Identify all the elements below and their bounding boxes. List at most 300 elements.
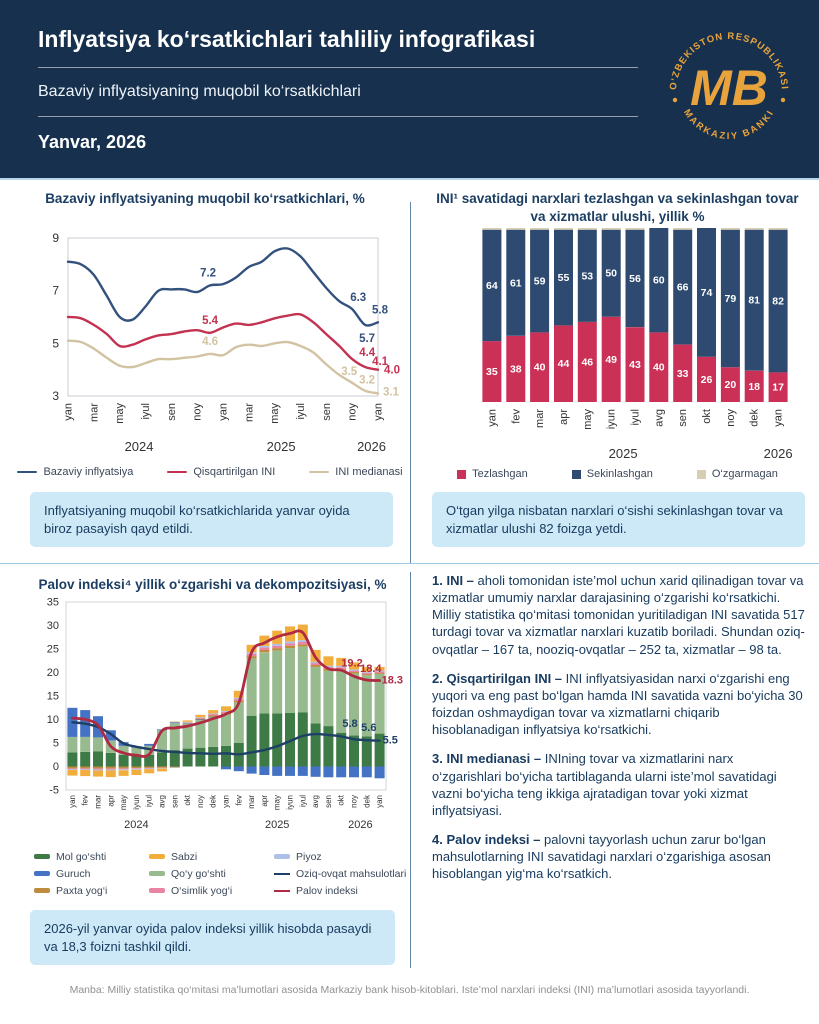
bar-segment — [157, 768, 167, 769]
svg-text:mar: mar — [88, 403, 101, 422]
legend-swatch-icon — [309, 471, 329, 474]
bar-segment — [183, 723, 193, 724]
legend-label: Paxta yog‘i — [56, 884, 108, 897]
data-label: 18.3 — [381, 674, 404, 687]
svg-text:53: 53 — [581, 270, 594, 283]
legend-label: Piyoz — [296, 850, 322, 863]
svg-text:may: may — [269, 403, 282, 424]
bar-segment — [119, 755, 129, 767]
bar-segment — [157, 767, 167, 768]
bar-segment — [183, 723, 193, 724]
legend-swatch-icon — [697, 470, 706, 479]
svg-text:-5: -5 — [49, 784, 59, 797]
bar-segment — [119, 769, 129, 770]
svg-text:mar: mar — [93, 795, 103, 809]
bar-segment — [93, 770, 103, 771]
svg-text:sen: sen — [320, 403, 333, 421]
svg-text:2026: 2026 — [357, 439, 387, 454]
bar-segment — [506, 228, 525, 230]
legend-palov — [34, 848, 407, 899]
svg-text:okt: okt — [701, 409, 714, 424]
bar-segment — [67, 767, 77, 769]
data-label: 5.5 — [382, 734, 398, 747]
bar-segment — [183, 722, 193, 723]
line-Qisqartirilgan INI — [68, 314, 378, 370]
svg-text:may: may — [119, 795, 129, 811]
bar-segment — [272, 713, 282, 766]
definition-lead: 3. INI medianasi – — [432, 751, 545, 767]
data-label: 19.2 — [341, 657, 363, 670]
svg-text:17: 17 — [772, 381, 784, 394]
header — [0, 0, 819, 180]
bar-segment — [298, 713, 308, 767]
bar-segment — [602, 228, 621, 230]
svg-text:82: 82 — [772, 295, 784, 308]
legend-swatch-icon — [34, 888, 50, 893]
svg-text:56: 56 — [629, 273, 641, 285]
bar-segment — [234, 767, 244, 772]
svg-text:apr: apr — [557, 409, 570, 425]
svg-text:noy: noy — [346, 403, 359, 421]
svg-text:35: 35 — [46, 596, 59, 609]
legend-item — [34, 851, 149, 863]
bar-segment — [131, 756, 141, 767]
bar-segment — [673, 228, 692, 230]
bar-segment — [298, 642, 308, 644]
bar-segment — [106, 769, 116, 770]
svg-text:yan: yan — [217, 403, 230, 421]
bar-segment — [578, 228, 597, 230]
bar-segment — [208, 713, 218, 714]
bar-segment — [247, 716, 257, 767]
svg-text:40: 40 — [652, 361, 665, 374]
header-divider-2 — [38, 116, 638, 117]
bar-segment — [157, 769, 167, 772]
note-shares: O‘tgan yilga nisbatan narxlari o‘sishi sekinlashgan tovar va xizmatlar ulushi 82 foizga yetdi. — [432, 492, 805, 547]
data-label: 7.2 — [200, 267, 217, 280]
legend-item — [149, 851, 274, 863]
bar-segment — [311, 665, 321, 667]
bar-segment — [195, 715, 205, 717]
definition-item — [432, 670, 805, 739]
bar-segment — [375, 767, 385, 779]
legend-swatch-icon — [457, 470, 466, 479]
definition-lead: 1. INI – — [432, 573, 478, 588]
bar-segment — [208, 747, 218, 767]
legend-swatch-icon — [274, 873, 290, 875]
legend-item — [274, 851, 404, 863]
bar-segment — [80, 769, 90, 770]
svg-text:sen: sen — [677, 409, 690, 427]
bar-segment — [298, 644, 308, 646]
legend-swatch-icon — [274, 890, 290, 892]
bar-segment — [221, 706, 231, 711]
bar-segment — [221, 715, 231, 746]
svg-text:iyun: iyun — [131, 795, 141, 810]
svg-text:35: 35 — [486, 366, 498, 379]
bar-segment — [106, 771, 116, 778]
line-Bazaviy inflyatsiya — [68, 248, 378, 325]
bar-segment — [272, 648, 282, 650]
data-label: 4.4 — [359, 347, 376, 360]
bar-segment — [626, 228, 645, 230]
svg-text:yan: yan — [221, 795, 231, 808]
legend-item — [34, 868, 149, 880]
svg-text:3: 3 — [52, 389, 59, 403]
data-label: 3.5 — [341, 365, 358, 378]
chart-title-palov: Palov indeksi⁴ yillik o‘zgarishi va dekompozitsiyasi, % — [38, 577, 387, 592]
bar-segment — [170, 722, 180, 723]
svg-text:2026: 2026 — [348, 819, 373, 831]
definition-item — [432, 831, 805, 882]
bar-segment — [131, 770, 141, 775]
legend-label: Sabzi — [171, 850, 198, 863]
definition-text: aholi tomonidan iste’mol uchun xarid qilinadigan tovar va xizmatlar umumiy narxlar darajasining o‘zgarishi ko‘rsatkichi. Milliy statistika qo‘mitasi tomonidan yuritiladigan INI savatida 517 turdagi tovar va xizmatlar narxlari kuzatib boriladi. Shundan oziq-ovqatlar – 167 ta, nooziq-ovqatlar – 252 ta, xizmatlar – 98 ta. — [432, 573, 805, 657]
horizontal-divider — [0, 563, 819, 564]
bar-segment — [93, 769, 103, 770]
svg-text:26: 26 — [700, 373, 713, 386]
bar-segment — [285, 767, 295, 776]
bar-segment — [208, 717, 218, 747]
bar-segment — [311, 767, 321, 777]
legend-swatch-icon — [167, 471, 187, 474]
bar-segment — [311, 667, 321, 723]
bar-segment — [106, 770, 116, 771]
svg-text:may: may — [581, 409, 594, 430]
legend-label: INI medianasi — [335, 466, 403, 478]
definition-item — [432, 750, 805, 819]
bar-segment — [144, 769, 154, 773]
svg-text:noy: noy — [724, 409, 737, 427]
svg-text:60: 60 — [652, 274, 665, 287]
svg-text:18: 18 — [748, 380, 761, 393]
svg-text:avg: avg — [157, 795, 167, 808]
legend-label: Mol go‘shti — [56, 850, 107, 863]
svg-text:mar: mar — [534, 409, 547, 428]
legend-label: Guruch — [56, 867, 91, 880]
svg-text:20: 20 — [46, 667, 59, 679]
bar-segment — [247, 767, 257, 774]
bar-segment — [93, 752, 103, 767]
svg-text:sen: sen — [165, 403, 178, 421]
svg-text:33: 33 — [676, 367, 689, 380]
bar-segment — [530, 228, 549, 230]
legend-label: Qo‘y go‘shti — [171, 867, 226, 880]
svg-text:may: may — [272, 795, 282, 811]
svg-text:yan: yan — [486, 409, 499, 427]
data-label: 5.8 — [342, 718, 358, 731]
legend-label: Qisqartirilgan INI — [193, 466, 276, 478]
bar-segment — [106, 767, 116, 769]
svg-text:okt: okt — [336, 795, 346, 806]
svg-text:apr: apr — [106, 795, 116, 807]
svg-text:fev: fev — [234, 795, 244, 806]
palov-index-chart — [30, 596, 404, 843]
bar-segment — [93, 767, 103, 769]
definition-item — [432, 572, 805, 658]
bar-segment — [349, 669, 359, 670]
svg-text:iyul: iyul — [629, 409, 642, 426]
svg-text:dek: dek — [208, 795, 218, 808]
bar-segment — [482, 228, 501, 230]
page-subtitle: Bazaviy inflyatsiyaning muqobil ko‘rsatkichlari — [38, 83, 361, 100]
svg-text:55: 55 — [557, 272, 570, 285]
bar-segment — [67, 752, 77, 766]
svg-text:sen: sen — [170, 795, 180, 808]
legend-swatch-icon — [34, 871, 50, 876]
bar-segment — [336, 767, 346, 778]
bar-segment — [119, 768, 129, 769]
price-shares-bar-chart — [440, 224, 800, 464]
legend-item — [697, 468, 778, 480]
bar-segment — [195, 720, 205, 721]
bar-segment — [106, 753, 116, 767]
bar-segment — [285, 642, 295, 644]
data-label: 6.3 — [350, 292, 367, 305]
svg-text:MARKAZIY BANKI: MARKAZIY BANKI — [681, 107, 777, 143]
vertical-divider-top — [410, 202, 411, 563]
svg-text:iyul: iyul — [140, 403, 152, 420]
bar-segment — [170, 767, 180, 768]
note-core: Inflyatsiyaning muqobil ko‘rsatkichlarida yanvar oyida biroz pasayish qayd etildi. — [30, 492, 393, 547]
definition-text: palovni tayyorlash uchun zarur bo‘lgan mahsulotlarning INI savatidagi narxlari o‘zgarishiga asosan hisoblangan yig‘ma ko‘rsatkich. — [432, 832, 771, 882]
legend-swatch-icon — [149, 871, 165, 876]
legend-shares — [430, 468, 805, 480]
svg-text:2025: 2025 — [264, 819, 290, 831]
bar-segment — [195, 717, 205, 718]
bar-segment — [323, 767, 333, 778]
bar-segment — [119, 770, 129, 776]
svg-text:fev: fev — [80, 795, 90, 806]
svg-text:30: 30 — [46, 620, 59, 632]
bar-segment — [349, 767, 359, 778]
svg-text:mar: mar — [247, 795, 257, 809]
bar-segment — [285, 648, 295, 713]
svg-text:15: 15 — [46, 690, 59, 703]
svg-text:may: may — [114, 403, 127, 424]
svg-text:apr: apr — [259, 795, 269, 807]
bar-segment — [323, 726, 333, 766]
svg-text:59: 59 — [533, 275, 546, 288]
bar-segment — [131, 768, 141, 769]
data-label: 5.4 — [202, 314, 219, 327]
bar-segment — [272, 644, 282, 646]
bar-segment — [259, 652, 269, 713]
bar-segment — [769, 228, 788, 230]
definitions-panel — [432, 572, 805, 895]
bar-segment — [721, 228, 740, 230]
legend-label: O‘zgarmagan — [711, 468, 778, 480]
svg-text:yan: yan — [67, 795, 77, 808]
legend-swatch-icon — [572, 470, 581, 479]
bar-segment — [272, 767, 282, 776]
svg-text:2024: 2024 — [124, 819, 149, 831]
bar-segment — [131, 767, 141, 769]
source-note: Manba: Milliy statistika qo‘mitasi ma’lumotlari asosida Markaziy bank hisob-kitoblari. Iste’mol narxlari indeksi (INI) ma’lumotlari asosida tayyorlandi. — [69, 984, 750, 996]
bar-segment — [259, 713, 269, 766]
svg-text:yan: yan — [772, 409, 785, 427]
svg-text:5: 5 — [52, 336, 59, 351]
svg-text:iyul: iyul — [295, 403, 307, 420]
central-bank-logo-icon — [663, 22, 795, 154]
bar-segment — [144, 768, 154, 769]
bar-segment — [80, 752, 90, 767]
bar-segment — [272, 646, 282, 648]
svg-text:74: 74 — [700, 286, 713, 299]
legend-item — [167, 466, 275, 478]
bar-segment — [349, 671, 359, 672]
svg-text:sen: sen — [323, 795, 333, 808]
report-date: Yanvar, 2026 — [38, 132, 147, 152]
svg-text:O‘ZBEKISTON RESPUBLIKASI: O‘ZBEKISTON RESPUBLIKASI — [667, 30, 790, 91]
bar-segment — [554, 228, 573, 230]
legend-item — [34, 885, 149, 897]
svg-text:yan: yan — [62, 403, 75, 421]
legend-item — [572, 468, 653, 480]
svg-text:66: 66 — [676, 281, 689, 294]
bar-segment — [80, 768, 90, 769]
line-INI medianasi — [68, 341, 378, 394]
svg-text:okt: okt — [183, 795, 193, 806]
legend-label: Palov indeksi — [296, 884, 358, 897]
svg-text:9: 9 — [52, 231, 59, 245]
svg-text:2024: 2024 — [124, 439, 154, 454]
legend-swatch-icon — [149, 854, 165, 859]
bar-segment — [195, 748, 205, 767]
svg-text:7: 7 — [52, 283, 59, 298]
bar-segment — [67, 770, 77, 776]
legend-swatch-icon — [274, 854, 290, 859]
bar-segment — [298, 767, 308, 776]
legend-item — [309, 466, 402, 478]
definition-lead: 2. Qisqartirilgan INI – — [432, 670, 566, 686]
bar-segment — [298, 647, 308, 713]
svg-text:10: 10 — [46, 714, 59, 726]
bar-segment — [93, 737, 103, 751]
svg-text:noy: noy — [195, 795, 205, 808]
legend-item — [17, 466, 133, 478]
bar-segment — [144, 768, 154, 769]
bar-segment — [259, 650, 269, 652]
legend-label: Tezlashgan — [472, 468, 528, 480]
data-label: 5.6 — [361, 722, 377, 735]
chart-title-shares: INI¹ savatidagi narxlari tezlashgan va sekinlashgan tovar va xizmatlar ulushi, yillik % — [436, 191, 799, 224]
bar-segment — [323, 656, 333, 665]
bar-segment — [80, 767, 90, 769]
legend-label: Sekinlashgan — [586, 468, 653, 480]
svg-text:20: 20 — [724, 379, 737, 392]
bar-segment — [119, 767, 129, 769]
bar-segment — [67, 769, 77, 770]
bar-segment — [144, 767, 154, 768]
legend-item — [149, 868, 274, 880]
svg-text:iyul: iyul — [144, 795, 154, 808]
legend-core — [30, 466, 403, 478]
bar-segment — [80, 770, 90, 776]
svg-text:44: 44 — [557, 358, 570, 371]
bar-segment — [80, 737, 90, 752]
data-label: 4.6 — [202, 335, 219, 348]
legend-label: O‘simlik yog‘i — [171, 884, 233, 897]
vertical-divider-bottom — [410, 572, 411, 968]
legend-swatch-icon — [149, 888, 165, 893]
bar-segment — [285, 643, 295, 645]
legend-swatch-icon — [17, 471, 37, 474]
header-divider-1 — [38, 67, 638, 68]
bar-segment — [272, 650, 282, 713]
svg-text:noy: noy — [349, 795, 359, 808]
bar-segment — [195, 719, 205, 720]
svg-text:5: 5 — [52, 737, 59, 750]
bar-segment — [311, 723, 321, 766]
svg-text:25: 25 — [46, 643, 59, 656]
svg-text:2025: 2025 — [266, 439, 296, 454]
svg-text:mar: mar — [243, 403, 256, 422]
data-label: 5.8 — [372, 304, 388, 317]
svg-text:fev: fev — [510, 409, 523, 424]
bar-segment — [259, 646, 269, 648]
svg-text:46: 46 — [581, 356, 594, 369]
data-label: 18.4 — [360, 663, 382, 675]
bar-segment — [221, 746, 231, 767]
legend-swatch-icon — [34, 854, 50, 859]
svg-text:2026: 2026 — [763, 446, 793, 461]
bar-segment — [144, 744, 154, 746]
data-label: 3.2 — [359, 374, 376, 387]
svg-text:50: 50 — [605, 267, 618, 280]
core-inflation-line-chart — [28, 228, 400, 463]
svg-text:38: 38 — [509, 363, 522, 376]
bar-segment — [285, 646, 295, 648]
svg-text:81: 81 — [748, 294, 761, 307]
legend-label: Oziq-ovqat mahsulotlari — [296, 867, 407, 880]
svg-text:iyun: iyun — [285, 795, 295, 810]
bar-segment — [259, 767, 269, 776]
legend-item — [274, 885, 404, 897]
bar-segment — [131, 769, 141, 770]
svg-text:avg: avg — [311, 795, 321, 808]
bar-segment — [183, 720, 193, 721]
data-label: 4.0 — [384, 364, 400, 377]
data-label: 5.7 — [359, 332, 376, 345]
bar-segment — [67, 737, 77, 753]
svg-text:0: 0 — [52, 761, 59, 773]
svg-text:61: 61 — [509, 277, 522, 290]
svg-text:79: 79 — [724, 293, 737, 305]
svg-text:dek: dek — [748, 409, 761, 427]
legend-item — [274, 867, 407, 880]
svg-text:43: 43 — [629, 359, 641, 372]
bar-segment — [362, 767, 372, 778]
bar-segment — [93, 771, 103, 777]
svg-text:yan: yan — [375, 795, 385, 808]
note-palov: 2026-yil yanvar oyida palov indeksi yillik hisobda pasaydi va 18,3 foizni tashkil qildi. — [30, 910, 395, 965]
svg-text:iyun: iyun — [605, 409, 618, 430]
svg-text:dek: dek — [362, 795, 372, 808]
svg-text:avg: avg — [653, 409, 666, 427]
definition-text: INIning tovar va xizmatlarini narx o‘zgarishlari bo‘yicha tartiblaganda ularni iste’mol savatidagi vazni bo‘yicha teng ikkiga ajratadigan tovar yoki xizmat inflyatsiyasi. — [432, 751, 777, 818]
svg-text:noy: noy — [191, 403, 204, 421]
legend-item — [457, 468, 528, 480]
bar-segment — [67, 768, 77, 769]
bar-segment — [195, 718, 205, 719]
svg-text:64: 64 — [486, 279, 498, 292]
legend-item — [149, 885, 274, 897]
bar-segment — [221, 767, 231, 770]
svg-text:iyul: iyul — [298, 795, 308, 808]
svg-text:40: 40 — [533, 361, 546, 374]
bar-segment — [183, 749, 193, 767]
